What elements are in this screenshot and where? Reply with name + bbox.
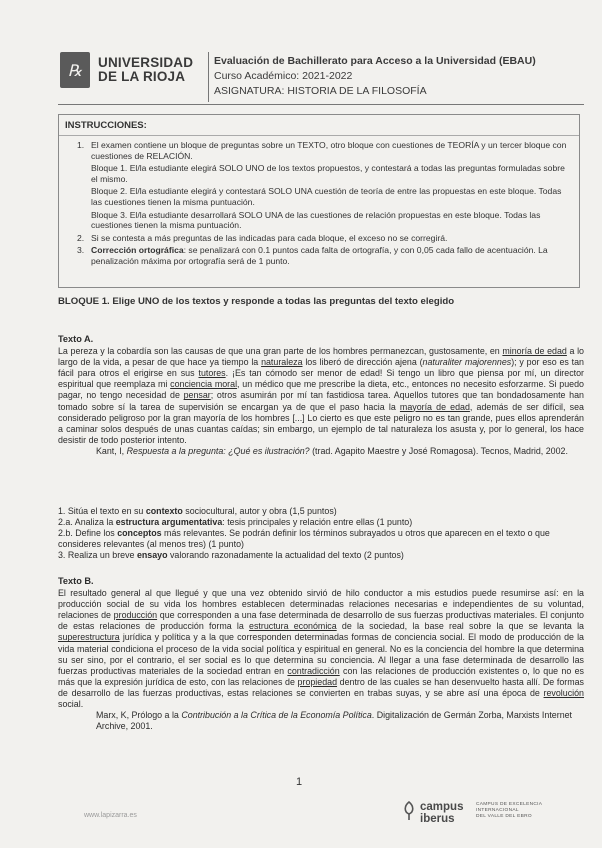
instruction-number: 3. — [77, 245, 85, 256]
instruction-item — [77, 245, 573, 266]
subject: ASIGNATURA: HISTORIA DE LA FILOSOFÍA — [214, 85, 427, 97]
university-name: UNIVERSIDAD DE LA RIOJA — [98, 55, 194, 84]
instruction-block-2: Bloque 2. El/la estudiante elegirá y contestará SOLO UNA cuestión de teoría de entre las propuestas en este bloque. Todas las cuestiones tienen la misma puntuación. — [91, 186, 562, 207]
question-2a: 2.a. Analiza la estructura argumentativa: tesis principales y relación entre ellas (1 punto) — [58, 517, 413, 528]
exam-header — [214, 54, 584, 99]
instruction-number: 1. — [77, 140, 85, 150]
underlined-term: conciencia moral — [170, 379, 238, 390]
instruction-item — [77, 233, 573, 244]
instruction-text: El examen contiene un bloque de preguntas sobre un TEXTO, otro bloque con cuestiones de TEORÍA y un tercer bloque con cuestiones de RELACIÓN. — [91, 140, 567, 161]
text-a-title: Texto A. — [58, 334, 94, 344]
instructions-divider — [59, 135, 579, 136]
underlined-term: mayoría de edad — [399, 401, 470, 412]
text-a-citation: Kant, I, Respuesta a la pregunta: ¿Qué es ilustración? (trad. Agapito Maestre y José Romagosa). Tecnos, Madrid, 2002. — [96, 445, 568, 456]
footer-url: www.lapizarra.es — [84, 812, 137, 819]
text-b-section — [58, 576, 584, 732]
university-logo-icon: ℞ — [60, 52, 90, 88]
block-1-heading: BLOQUE 1. Elige UNO de los textos y responde a todas las preguntas del texto elegido — [58, 296, 455, 307]
underlined-term: contradicción — [287, 665, 340, 676]
question-3: 3. Realiza un breve ensayo valorando razonadamente la actualidad del texto (2 puntos) — [58, 550, 404, 561]
question-2b: 2.b. Define los conceptos más relevantes. Se podrán definir los términos subrayados u otros que aparecen en el texto o que consideres relevantes (al menos tres) (1 punto) — [58, 528, 550, 550]
text-b-title: Texto B. — [58, 576, 94, 586]
instruction-item — [77, 140, 573, 231]
campus-description: CAMPUS DE EXCELENCIA INTERNACIONAL DEL VALLE DEL EBRO — [476, 802, 543, 819]
instruction-label: Corrección ortográfica — [91, 245, 184, 256]
page-number: 1 — [296, 776, 303, 788]
instruction-number: 2. — [77, 232, 85, 243]
course-year: Curso Académico: 2021-2022 — [214, 70, 353, 82]
instructions-list — [77, 140, 573, 269]
text-a-body: La pereza y la cobardía son las causas de que una gran parte de los hombres permanezcan, gustosamente, en minoría de edad a lo largo de la vida, a pesar de que hace ya tiempo la naturaleza los liberó de dirección ajena (naturaliter majorennes); y por eso es tan fácil para otros el erigirse en sus tutores. ¡Es tan cómodo ser menor de edad! Si tengo un libro que piensa por mí, un director espiritual que reemplaza mi conciencia moral, un médico que me prescribe la dieta, etc., entonces no necesito esforzarme. Si puedo pagar, no tengo necesidad de pensar; otros asumirán por mí tan fastidiosa tarea. Aquellos tutores que tan bondadosamente han tomado sobre sí la tarea de supervisión se encargan ya de que el paso hacia la mayoría de edad, además de ser difícil, sea considerado peligroso por la gran mayoría de los hombres [...] Lo cierto es que este peligro no es tan grande, pues ellos aprenderán a caminar solos después de unas cuantas caídas; sin embargo, un ejemplo de tal naturaleza los asusta y, por lo general, los hace desistir de todo posterior intento. — [58, 346, 584, 445]
underlined-term: revolución — [543, 687, 584, 698]
exam-title: Evaluación de Bachillerato para Acceso a la Universidad (EBAU) — [214, 55, 536, 67]
underlined-term: producción — [113, 610, 158, 621]
instructions-title: INSTRUCCIONES: — [65, 120, 147, 131]
underlined-term: estructura económica — [249, 621, 337, 632]
header-divider — [208, 52, 209, 102]
text-b-citation: Marx, K, Prólogo a la Contribución a la Crítica de la Economía Política. Digitalización de Germán Zorba, Marxists Internet Archive, 2001. — [96, 710, 573, 732]
underlined-term: superestructura — [58, 632, 120, 643]
text-a-section — [58, 334, 584, 457]
instruction-text: : se penalizará con 0.1 puntos cada falta de ortografía, y con 0,05 cada fallo de acentuación. La penalización máxima por ortografía será de 1 punto. — [91, 245, 548, 266]
questions-section — [58, 506, 584, 561]
header-rule — [58, 104, 584, 105]
instruction-block-1: Bloque 1. El/la estudiante elegirá SOLO UNO de los textos propuestos, y contestará a todas las preguntas formuladas sobre el mismo. — [91, 163, 565, 184]
text-b-body: El resultado general al que llegué y que una vez obtenido sirvió de hilo conductor a mis estudios puede resumirse así: en la producción social de su vida los hombres establecen determinadas relaciones necesarias e independientes de su voluntad, relaciones de producción que corresponden a una fase determinada de desarrollo de sus fuerzas productivas materiales. El conjunto de estas relaciones de producción forma la estructura económica de la sociedad, la base real sobre la que se levanta la superestructura jurídica y política y a la que corresponden determinadas formas de conciencia social. El modo de producción de la vida material condiciona el proceso de la vida social política y espiritual en general. No es la conciencia del hombre la que determina su ser sino, por el contrario, el ser social es lo que determina su conciencia. Al llegar a una fase determinada de desarrollo las fuerzas productivas materiales de la sociedad entran en contradicción con las relaciones de producción existentes o, lo que no es más que la expresión jurídica de esto, con las relaciones de propiedad dentro de las cuales se han desenvuelto hasta allí. De formas de desarrollo de las fuerzas productivas, estas relaciones se convierten en trabas suyas, y se abre así una época de revolución social. — [58, 588, 584, 710]
campus-iberus-logo-icon — [402, 800, 416, 822]
question-1: 1. Sitúa el texto en su contexto sociocultural, autor y obra (1,5 puntos) — [58, 506, 337, 516]
underlined-term: naturaleza — [261, 357, 303, 368]
underlined-term: pensar — [183, 390, 211, 401]
campus-name: campus iberus — [420, 801, 464, 825]
instructions-box — [58, 114, 580, 288]
underlined-term: propiedad — [297, 676, 338, 687]
instruction-block-3: Bloque 3. El/la estudiante desarrollará SOLO UNA de las cuestiones de relación propuestas en este bloque. Todas las cuestiones tienen la misma puntuación. — [91, 209, 541, 231]
underlined-term: minoría de edad — [502, 346, 567, 357]
instruction-text: Si se contesta a más preguntas de las indicadas para cada bloque, el exceso no se corregirá. — [91, 232, 448, 243]
underlined-term: tutores — [198, 368, 226, 379]
